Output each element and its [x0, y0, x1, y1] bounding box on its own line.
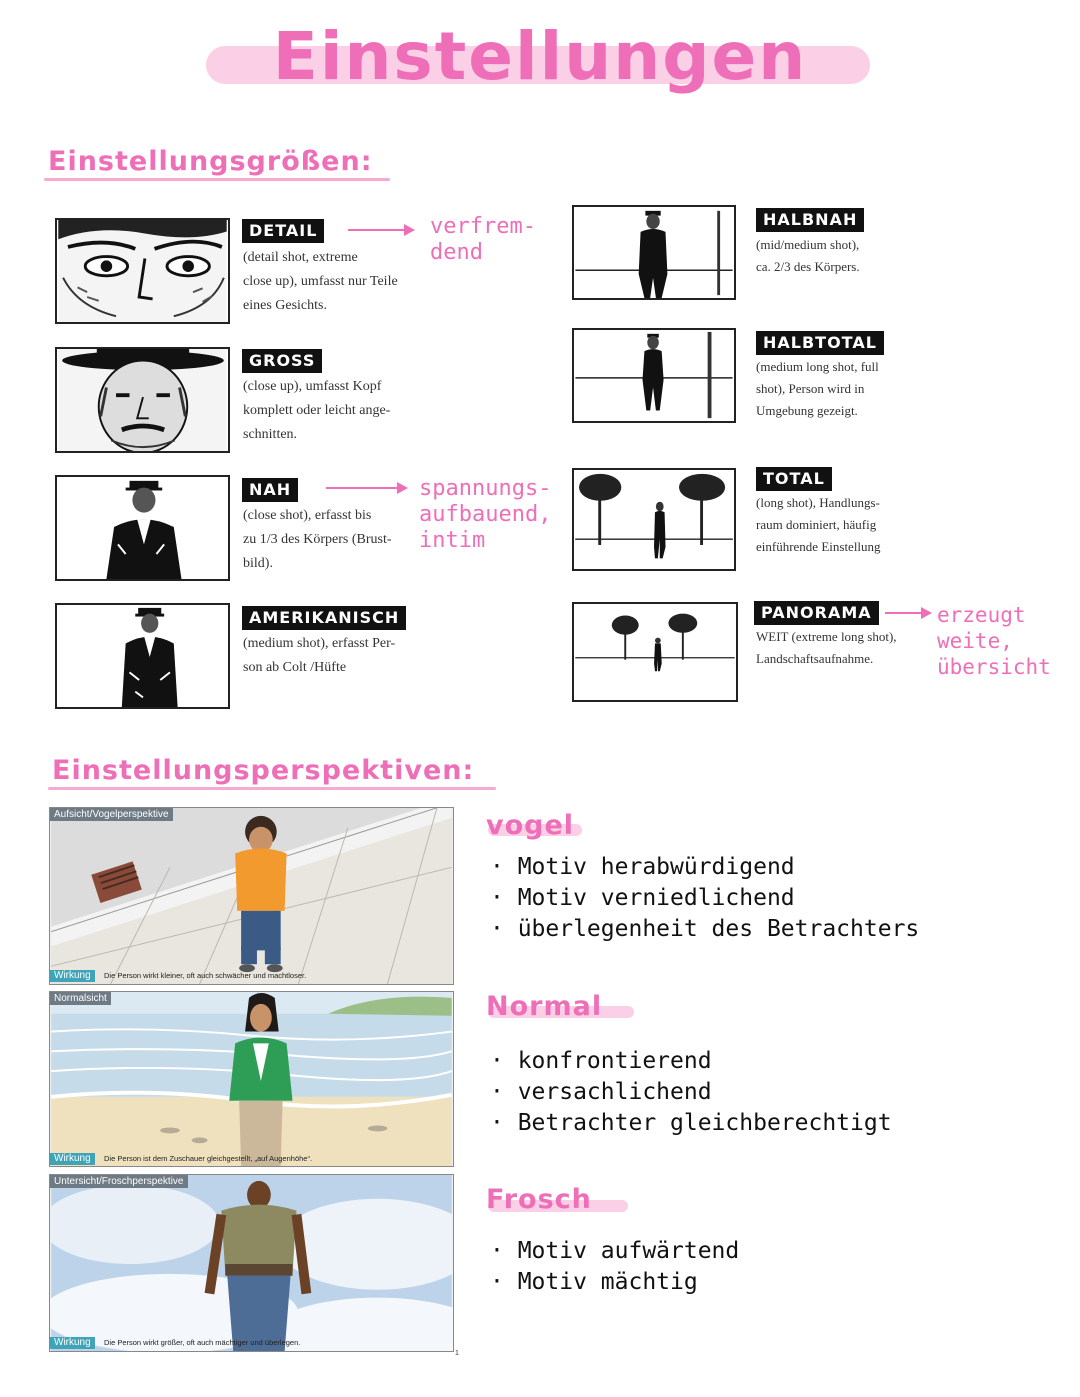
page-title: Einstellungen: [272, 18, 808, 95]
normal-wirkung-label: Wirkung: [50, 1153, 95, 1165]
halbnah-description: (mid/medium shot), ca. 2/3 des Körpers.: [756, 237, 860, 274]
vogel-wirkung-text: Die Person wirkt kleiner, oft auch schwächer und machtloser.: [104, 971, 307, 980]
arrow-icon: [404, 224, 415, 236]
section-underline: [48, 787, 496, 790]
normal-image-label: Normalsicht: [50, 992, 111, 1005]
frosch-perspective-image: [49, 1174, 454, 1352]
section-heading-perspektiven: Einstellungsperspektiven:: [52, 755, 475, 786]
detail-shot-image: [55, 218, 230, 324]
list-item: · Motiv aufwärtend: [490, 1238, 740, 1264]
list-item: · überlegenheit des Betrachters: [490, 916, 920, 942]
arrow-line: [348, 229, 406, 231]
halbnah-shot-image: [572, 205, 736, 300]
list-item: · versachlichend: [490, 1079, 712, 1105]
arrow-line: [326, 487, 398, 489]
nah-tag: NAH: [242, 478, 298, 502]
list-item: · Motiv mächtig: [490, 1269, 698, 1295]
nah-description: (close shot), erfasst bis zu 1/3 des Körpers (Brust- bild).: [243, 508, 392, 571]
arrow-icon: [921, 607, 932, 619]
vogel-perspective-image: [49, 807, 454, 985]
total-tag: TOTAL: [756, 467, 832, 491]
frosch-wirkung-label: Wirkung: [50, 1337, 95, 1349]
list-item: · Motiv herabwürdigend: [490, 854, 795, 880]
nah-shot-image: [55, 475, 230, 581]
section-heading-groessen: Einstellungsgrößen:: [48, 146, 373, 177]
normal-heading: Normal: [486, 991, 603, 1022]
frosch-heading: Frosch: [486, 1184, 592, 1215]
panorama-description: WEIT (extreme long shot), Landschaftsaufnahme.: [756, 629, 897, 666]
page-number: 1: [455, 1350, 459, 1357]
normal-bullet-list: [490, 1046, 892, 1139]
arrow-line: [885, 612, 923, 614]
section-underline: [44, 178, 390, 181]
note-panorama: erzeugt weite, übersicht: [937, 603, 1051, 679]
amerikanisch-shot-image: [55, 603, 230, 709]
frosch-wirkung-text: Die Person wirkt größer, oft auch mächtiger und überlegen.: [104, 1338, 301, 1347]
gross-tag: GROSS: [242, 349, 322, 373]
total-shot-image: [572, 468, 736, 571]
vogel-image-label: Aufsicht/Vogelperspektive: [50, 808, 173, 821]
frosch-image-label: Untersicht/Froschperspektive: [50, 1175, 188, 1188]
panorama-shot-image: [572, 602, 738, 702]
list-item: · Betrachter gleichberechtigt: [490, 1110, 892, 1136]
vogel-wirkung-label: Wirkung: [50, 970, 95, 982]
normal-wirkung-text: Die Person ist dem Zuschauer gleichgestellt, „auf Augenhöhe“.: [104, 1154, 313, 1163]
vogel-heading: vogel: [486, 810, 575, 841]
gross-shot-image: [55, 347, 230, 453]
gross-description: (close up), umfasst Kopf komplett oder leicht ange- schnitten.: [243, 379, 391, 442]
note-detail: verfrem- dend: [430, 214, 536, 265]
normal-perspective-image: [49, 991, 454, 1167]
vogel-bullet-list: [490, 852, 919, 945]
panorama-tag: PANORAMA: [754, 601, 879, 625]
halbtotal-shot-image: [572, 328, 736, 423]
detail-tag: DETAIL: [242, 219, 324, 243]
list-item: · Motiv verniedlichend: [490, 885, 795, 911]
note-nah: spannungs- aufbauend, intim: [419, 476, 552, 553]
halbtotal-tag: HALBTOTAL: [756, 331, 884, 355]
amerikanisch-tag: AMERIKANISCH: [242, 606, 406, 630]
frosch-bullet-list: [490, 1236, 739, 1298]
arrow-icon: [397, 482, 408, 494]
list-item: · konfrontierend: [490, 1048, 712, 1074]
detail-description: (detail shot, extreme close up), umfasst nur Teile eines Gesichts.: [243, 250, 398, 313]
halbtotal-description: (medium long shot, full shot), Person wird in Umgebung gezeigt.: [756, 359, 879, 418]
amerikanisch-description: (medium shot), erfasst Per- son ab Colt /Hüfte: [243, 636, 396, 675]
halbnah-tag: HALBNAH: [756, 208, 864, 232]
total-description: (long shot), Handlungs- raum dominiert, häufig einführende Einstellung: [756, 495, 881, 554]
